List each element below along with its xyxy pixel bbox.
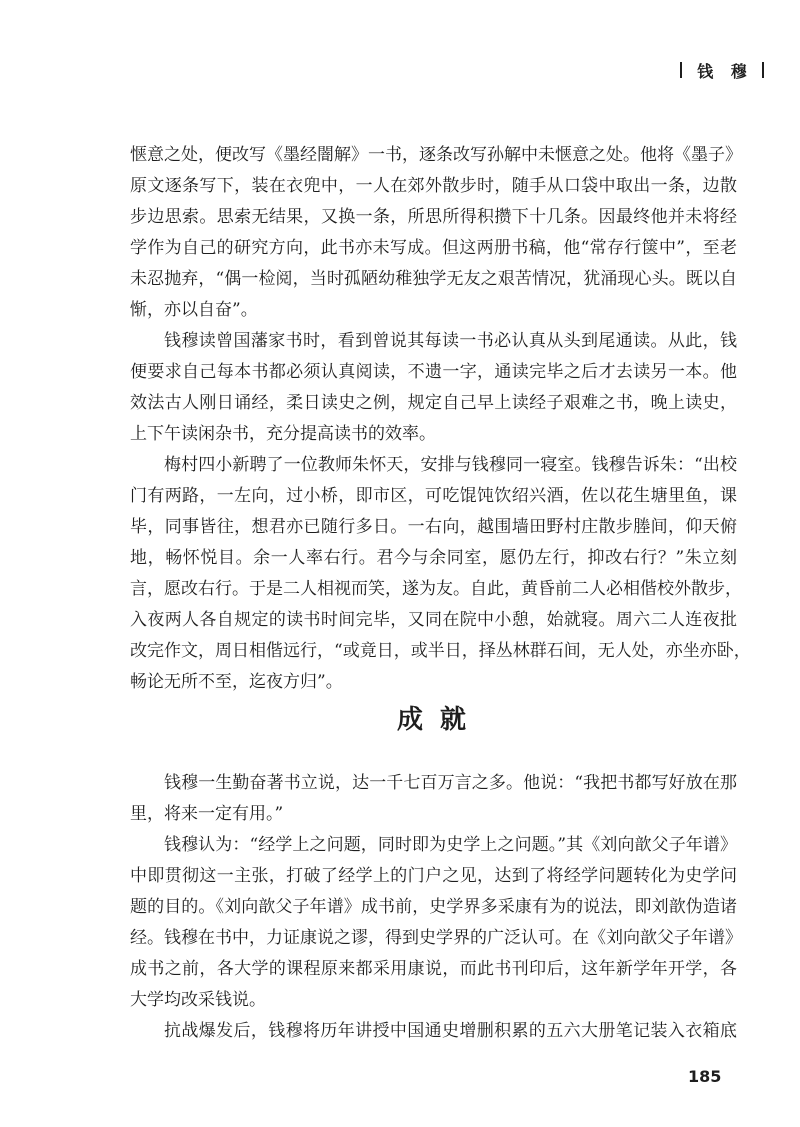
section-2-body	[130, 768, 742, 1047]
paragraph	[130, 140, 742, 326]
text-line: 效法古人刚日诵经，柔日读史之例，规定自己早上读经子艰难之书，晚上读史，	[130, 393, 737, 413]
text-line: 大学均改采钱说。	[130, 990, 266, 1010]
running-head-left-rule	[680, 62, 682, 78]
text-line: 毕，同事皆往，想君亦已随行多日。一右向，越围墙田野村庄散步塍间，仰天俯	[130, 517, 737, 537]
running-head-right-rule	[762, 62, 764, 78]
text-line: 原文逐条写下，装在衣兜中，一人在郊外散步时，随手从口袋中取出一条，边散	[130, 176, 737, 196]
text-line: 入夜两人各自规定的读书时间完毕，又同在院中小憩，始就寝。周六二人连夜批	[130, 610, 737, 630]
text-line: 成书之前，各大学的课程原来都采用康说，而此书刊印后，这年新学年开学，各	[130, 959, 737, 979]
text-line: 言，愿改右行。于是二人相视而笑，遂为友。自此，黄昏前二人必相偕校外散步，	[130, 579, 742, 599]
running-head-title: 钱 穆	[697, 61, 753, 81]
text-line: 惬意之处，便改写《墨经闇解》一书，逐条改写孙解中未惬意之处。他将《墨子》	[130, 145, 742, 165]
text-line: 畅论无所不至，迄夜方归”。	[130, 672, 343, 692]
section-1-body	[130, 140, 751, 698]
page-number: 185	[688, 1067, 722, 1086]
paragraph	[130, 768, 737, 830]
paragraph	[130, 450, 751, 698]
text-line: 抗战爆发后，钱穆将历年讲授中国通史增删积累的五六大册笔记装入衣箱底	[164, 1021, 737, 1041]
text-line: 步边思索。思索无结果，又换一条，所思所得积攒下十几条。因最终他并未将经	[130, 207, 737, 227]
section-heading: 成 就	[396, 705, 471, 735]
paragraph	[130, 1016, 737, 1047]
text-line: 钱穆一生勤奋著书立说，达一千七百万言之多。他说：“我把书都写好放在那	[164, 773, 737, 793]
text-line: 梅村四小新聘了一位教师朱怀天，安排与钱穆同一寝室。钱穆告诉朱：“出校	[164, 455, 737, 475]
text-line: 门有两路，一左向，过小桥，即市区，可吃馄饨饮绍兴酒，佐以花生塘里鱼，课	[130, 486, 737, 506]
text-line: 题的目的。《刘向歆父子年谱》成书前，史学界多采康有为的说法，即刘歆伪造诸	[130, 897, 737, 917]
paragraph	[130, 830, 742, 1016]
paragraph	[130, 326, 737, 450]
text-line: 便要求自己每本书都必须认真阅读，不遗一字，通读完毕之后才去读另一本。他	[130, 362, 737, 382]
text-line: 未忍抛弃，“偶一检阅，当时孤陋幼稚独学无友之艰苦情况，犹涌现心头。既以自	[130, 269, 737, 289]
text-line: 惭，亦以自奋”。	[130, 300, 258, 320]
text-line: 钱穆认为：“经学上之问题，同时即为史学上之问题。”其《刘向歆父子年谱》	[164, 835, 737, 855]
text-line: 钱穆读曾国藩家书时，看到曾说其每读一书必认真从头到尾通读。从此，钱	[164, 331, 737, 351]
text-line: 学作为自己的研究方向，此书亦未写成。但这两册书稿，他“常存行箧中”，至老	[130, 238, 737, 258]
running-head	[680, 58, 764, 82]
text-line: 改完作文，周日相偕远行，“或竟日，或半日，择丛林群石间，无人处，亦坐亦卧，	[130, 641, 751, 661]
text-line: 经。钱穆在书中，力证康说之谬，得到史学界的广泛认可。在《刘向歆父子年谱》	[130, 928, 742, 948]
text-line: 里，将来一定有用。”	[130, 804, 284, 824]
text-line: 地，畅怀悦目。余一人率右行。君今与余同室，愿仍左行，抑改右行？”朱立刻	[130, 548, 737, 568]
text-line: 中即贯彻这一主张，打破了经学上的门户之见，达到了将经学问题转化为史学问	[130, 866, 737, 886]
text-line: 上下午读闲杂书，充分提高读书的效率。	[130, 424, 436, 444]
